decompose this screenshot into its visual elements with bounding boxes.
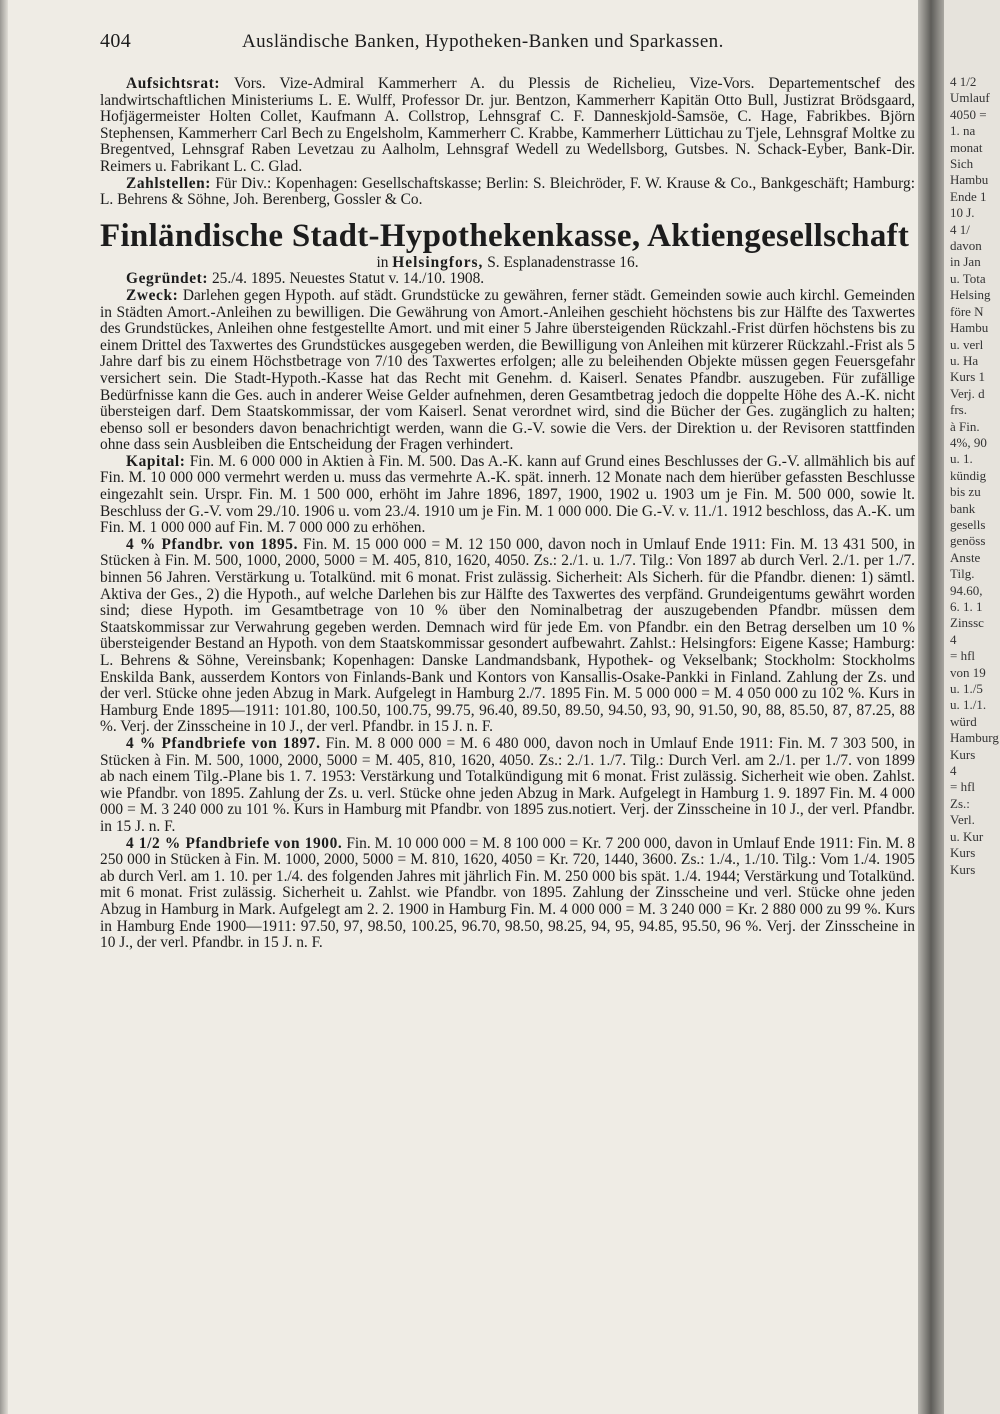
adjacent-fragment: gesells: [950, 516, 986, 532]
adjacent-fragment: Zinssc: [950, 615, 984, 631]
adjacent-fragment: Umlauf: [950, 90, 990, 106]
adjacent-fragment: Kurs: [950, 746, 976, 762]
adjacent-fragment: à Fin.: [950, 418, 980, 434]
pfandbriefe-1895-label: 4 % Pfandbr. von 1895.: [126, 535, 299, 553]
city-name: Helsingfors,: [392, 253, 484, 271]
adjacent-fragment: bis zu: [950, 484, 981, 500]
aufsichtsrat-paragraph: [100, 76, 915, 176]
address: S. Esplanadenstrasse 16.: [487, 253, 639, 271]
adjacent-fragment: Hambu: [950, 172, 989, 188]
aufsichtsrat-label: Aufsichtsrat:: [126, 75, 221, 92]
adjacent-fragment: frs.: [950, 402, 967, 418]
adjacent-fragment: Tilg.: [950, 566, 975, 582]
adjacent-fragment: 4 1/2: [950, 74, 977, 89]
adjacent-fragment: 4: [950, 631, 957, 647]
pfandbriefe-1900-label: 4 1/2 % Pfandbriefe von 1900.: [126, 834, 343, 852]
adjacent-fragment: före N: [950, 303, 984, 319]
adjacent-fragment: 94.60,: [950, 582, 983, 598]
pfandbriefe-1900-text: Fin. M. 10 000 000 = M. 8 100 000 = Kr. 7 200 000, davon in Umlauf Ende 1911: Fin. M. 8 250 000 in Stücken à Fin. M. 1000, 2000, 5000 = M. 810, 1620, 4050 = Kr. 720, 1440, 3600. Zs.: 1./4., 1./10. Tilg.: Vom 1./4. 1905 ab durch Verl. am 1. 10. per 1./4. des folgenden Jahres mit jährlich Fin. M. 250 000 bis spät. 1./4. 1944; Verstärkung und Totalkünd. mit 6 monat. Frist zulässig. Sicherheit u. Zahlst. wie Pfandbr. von 1895. Zahlung der Zinsscheine und verl. Stücke ohne jeden Abzug in Hamburg in Mark. Aufgelegt am 2. 2. 1900 in Hamburg Fin. M. 4 000 000 = M. 3 240 000 = Kr. 2 880 000 zu 99 %. Kurs in Hamburg Ende 1900—1911: 97.50, 97, 98.50, 100.25, 96.70, 98.50, 98.25, 94, 95, 94.85, 95.50, 96 %. Verj. der Zinsscheine in 10 J., der verl. Pfandbr. in 15 J. n. F.: [100, 834, 915, 952]
adjacent-fragment: von 19: [950, 664, 986, 680]
adjacent-fragment: = hfl: [950, 779, 976, 795]
page-number: 404: [100, 30, 132, 52]
pfandbriefe-1897-text: Fin. M. 8 000 000 = M. 6 480 000, davon noch in Umlauf Ende 1911: Fin. M. 7 303 500, in Stücken à Fin. M. 500, 1000, 2000, 5000 = M. 405, 810, 1620, 4050. Zs.: 2./1. 1./7. Tilg.: Durch Verl. am 2./1. per 1./7. von 1899 ab nach einem Tilg.-Plane bis 1. 7. 1953: Verstärkung und Totalkündigung mit 6 monat. Frist zulässig. Sicherheit wie oben. Zahlst. wie Pfandbr. von 1895. Zahlung der Zs. u. verl. Stücke ohne jeden Abzug in Mark. Aufgelegt in Hamburg 1. 9. 1897 Fin. M. 4 000 000 = M. 3 240 000 zu 101 %. Kurs in Hamburg mit Pfandbr. von 1895 zus.notiert. Verj. der Zinsscheine in 10 J., der verl. Pfandbr. in 15 J. n. F.: [100, 734, 915, 835]
adjacent-page: [944, 0, 1000, 1414]
aufsichtsrat-text: Vors. Vize-Admiral Kammerherr A. du Plessis de Richelieu, Vize-Vors. Departementschef des landwirtschaftlichen Ministeriums L. E. Wulff, Professor Dr. jur. Bentzon, Kammerherr Kapitän Otto Bull, Justizrat Brödsgaard, Hofjägermeister Holten Collet, Kaufmann A. Collstrop, Lehnsgraf C. F. Danneskjold-Samsöe, C. Hage, Fabrikbes. Björn Stephensen, Kammerherr Carl Bech zu Engelsholm, Kammerherr C. Krabbe, Kammerherr Lüttichau zu Tjele, Lehnsgraf Moltke zu Bregentved, Lehnsgraf Raben Levetzau zu Aalholm, Lehnsgraf Wedell zu Wedellsborg, Gutsbes. N. Schack-Eyber, Bank-Dir. Reimers u. Fabrikant L. C. Glad.: [100, 75, 915, 175]
adjacent-fragment: Hambu: [950, 320, 989, 336]
gegruendet-text: 25./4. 1895. Neuestes Statut v. 14./10. 1908.: [211, 270, 485, 288]
zweck-paragraph: [100, 288, 915, 454]
adjacent-fragment: Kurs 1: [950, 369, 986, 385]
kapital-label: Kapital:: [126, 452, 186, 470]
zweck-label: Zweck:: [126, 286, 179, 304]
adjacent-fragment: 10 J.: [950, 205, 975, 221]
zweck-text: Darlehen gegen Hypoth. auf städt. Grundstücke zu gewähren, ferner städt. Gemeinden sowie auch kirchl. Gemeinden in Städten Amort.-Anleihen zu bewilligen. Die Gewährung von Amort.-Anleihen geschieht höchstens bis zur Hälfte des Taxwertes des Grundstückes, Anleihen ohne festgestellte Amort. und mit einer 5 Jahre übersteigenden Rückzahl.-Frist dürfen höchstens bis zu einem Drittel des Taxwertes des Grundstückes ausgegeben werden, die Bewilligung von Anleihen mit kürzerer Rückzahl.-Frist als 5 Jahre darf bis zu einem Höchstbetrage von 7/10 des Taxwertes erfolgen; alle zu beleihenden Objekte müssen gegen Feuersgefahr versichert sein. Die Stadt-Hypoth.-Kasse hat das Recht mit Genehm. d. Kaiserl. Senates Pfandbr. auszugeben. Für zufällige Bedürfnisse kann die Ges. auch in anderer Weise Gelder aufnehmen, deren Gesamtbetrag jedoch die doppelte Höhe des A.-K. nicht übersteigen darf. Dem Staatskommissar, der vom Kaiserl. Senat verordnet wird, sind die Bücher der Ges. zugänglich zu halten; ebenso soll er besonders davon benachrichtigt werden, wann die G.-V. sowie die Vers. der Direktion u. der Revisoren stattfinden ohne dass sein Ausbleiben die Entscheidung der Fragen verhindert.: [100, 286, 915, 454]
running-head: Ausländische Banken, Hypotheken-Banken und Sparkassen.: [242, 31, 724, 52]
zahlstellen-label: Zahlstellen:: [126, 174, 212, 192]
adjacent-fragment: 4050 =: [950, 106, 987, 122]
page-body: [100, 76, 915, 952]
adjacent-fragment: u. Kur: [950, 828, 984, 844]
kapital-text: Fin. M. 6 000 000 in Aktien à Fin. M. 500. Das A.-K. kann auf Grund eines Beschlusses der G.-V. allmählich bis auf Fin. M. 10 000 000 vermehrt werden u. muss das vermehrte A.-K. spät. innerh. 12 Monate nach dem hierüber gefassten Beschlusse eingezahlt sein. Urspr. Fin. M. 1 500 000, erhöht im Jahre 1896, 1897, 1900, 1902 u. 1903 um je Fin. M. 500 000, sowie lt. Beschluss der G.-V. vom 29./10. 1906 u. vom 23./4. 1910 um je Fin. M. 1 000 000. Die G.-V. v. 11./1. 1912 beschloss, das A.-K. um Fin. M. 1 000 000 auf Fin. M. 7 000 000 zu erhöhen.: [100, 452, 915, 537]
location-line: [100, 255, 915, 272]
kapital-paragraph: [100, 454, 915, 537]
adjacent-fragment: Hamburg: [950, 730, 999, 746]
pfandbriefe-1895-paragraph: [100, 537, 915, 736]
adjacent-fragment: davon: [950, 238, 982, 254]
adjacent-fragment: u. 1.: [950, 451, 973, 467]
adjacent-fragment: 4%, 90: [950, 434, 987, 450]
adjacent-fragment: genöss: [950, 533, 986, 549]
adjacent-fragment: Anste: [950, 549, 981, 565]
section-title: Finländische Stadt-Hypothekenkasse, Aktiengesellschaft: [100, 217, 910, 254]
book-gutter: [918, 0, 944, 1414]
adjacent-fragment: 4: [950, 763, 957, 779]
adjacent-fragment: Verj. d: [950, 385, 985, 401]
adjacent-fragment: Verl.: [950, 812, 975, 828]
page-edge: [0, 0, 8, 1414]
adjacent-fragment: Zs.:: [950, 795, 970, 811]
zahlstellen-text: Für Div.: Kopenhagen: Gesellschaftskasse; Berlin: S. Bleichröder, F. W. Krause & Co., Bankgeschäft; Hamburg: L. Behrens & Söhne, Joh. Berenberg, Gossler & Co.: [100, 174, 915, 209]
adjacent-fragment: u. Ha: [950, 352, 979, 368]
pfandbriefe-1895-text: Fin. M. 15 000 000 = M. 12 150 000, davon noch in Umlauf Ende 1911: Fin. M. 13 431 500, in Stücken à Fin. M. 500, 1000, 2000, 5000 = M. 405, 810, 1620, 4050. Zs.: 2./1. u. 1./7. Tilg.: Von 1897 ab durch Verl. 2./1. per 1./7. binnen 56 Jahren. Verstärkung u. Totalkünd. mit 6 monat. Frist zulässig. Sicherheit: Als Sicherh. für die Pfandbr. dienen: 1) sämtl. Aktiva der Ges., 2) die Hypoth., auf welche Darlehen bis zur Hälfte des Taxwertes des verpfänd. Grundeigentums gewährt worden sind; diese Hypoth. im Gesamtbetrage von 10 % über den Nominalbetrag der auszugebenden Pfandbr. müssen dem Staatskommissar zur Verwahrung gegeben werden. Demnach wird für jede Em. von Pfandbr. ein den Betrag derselben um 10 % übersteigender Bestand an Hypoth. von dem Staatskommissar gesondert aufbewahrt. Zahlst.: Helsingfors: Eigene Kasse; Hamburg: L. Behrens & Söhne, Vereinsbank; Kopenhagen: Danske Landmandsbank, Hypothek- og Vekselbank; Stockholm: Stockholms Enskilda Bank, ausserdem Kontors von Finlands-Bank und Kontors von Kansallis-Osake-Pankki in Finland. Zahlung der Zs. und der verl. Stücke ohne jeden Abzug in Mark. Aufgelegt in Hamburg 2./7. 1895 Fin. M. 5 000 000 = M. 4 050 000 zu 102 %. Kurs in Hamburg Ende 1895—1911: 101.80, 100.50, 100.75, 99.75, 96.40, 89.50, 89.50, 94.50, 93, 90, 91.50, 90, 88, 85.50, 87, 87.25, 88 %. Verj. der Zinsscheine in 10 J., der verl. Pfandbr. in 15 J. n. F.: [100, 535, 915, 736]
adjacent-fragment: = hfl: [950, 648, 976, 664]
adjacent-fragment: monat: [950, 139, 983, 155]
gegruendet-label: Gegründet:: [126, 270, 209, 288]
adjacent-fragment: u. 1./5: [950, 681, 983, 697]
adjacent-fragment: 1. na: [950, 123, 976, 139]
pfandbriefe-1897-label: 4 % Pfandbriefe von 1897.: [126, 734, 321, 752]
adjacent-fragment: kündig: [950, 467, 987, 483]
adjacent-fragment: u. verl: [950, 336, 984, 352]
adjacent-page-fragments: [950, 74, 1000, 878]
adjacent-fragment: u. Tota: [950, 270, 986, 286]
adjacent-fragment: 4 1/: [950, 221, 970, 237]
adjacent-fragment: Ende 1: [950, 188, 987, 204]
pfandbriefe-1900-paragraph: [100, 836, 915, 952]
adjacent-fragment: in Jan: [950, 254, 981, 270]
zahlstellen-paragraph: [100, 176, 915, 209]
page-header: [100, 30, 910, 56]
adjacent-fragment: 6. 1. 1: [950, 599, 983, 614]
adjacent-fragment: bank: [950, 500, 976, 516]
adjacent-fragment: Kurs: [950, 845, 976, 861]
gegruendet-paragraph: [100, 271, 915, 288]
adjacent-fragment: Helsing: [950, 287, 991, 303]
location-prefix: in: [376, 253, 389, 271]
adjacent-fragment: Sich: [950, 156, 974, 172]
adjacent-fragment: u. 1./1.: [950, 697, 987, 713]
pfandbriefe-1897-paragraph: [100, 736, 915, 836]
adjacent-fragment: würd: [950, 713, 977, 729]
adjacent-fragment: Kurs: [950, 861, 976, 877]
